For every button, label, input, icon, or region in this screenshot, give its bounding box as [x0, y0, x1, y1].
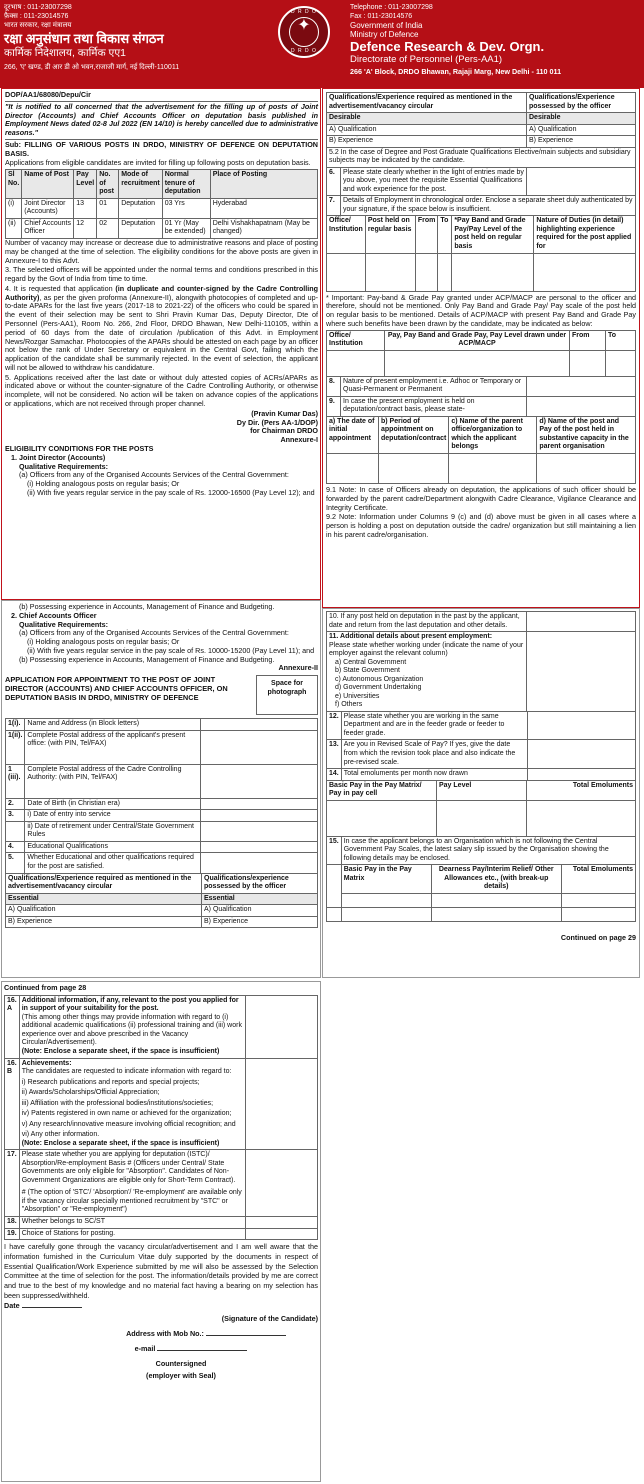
note-9-1: 9.1 Note: In case of Officers already on deputation, the applications of such officer should be forwarded by the parent cadre/Department alongwith Cadre Clearance, Vigilance Clearance and Integrity Certificate.: [326, 484, 636, 512]
date-label: Date: [4, 1301, 20, 1311]
address-label: Address with Mob No.:: [126, 1328, 204, 1338]
posts-header: Name of Post: [22, 170, 74, 199]
table-row: 10. If any post held on deputation in the past by the applicant, date and return from the last deputation and other details.: [327, 612, 636, 632]
declaration-text: I have carefully gone through the vacancy circular/advertisement and I am well aware that the information furnished in the Curriculum Vitae duly supported by the documents in respect of Essential Qualification/Work Experience submitted by me will also be assessed by the Selection Committee at the time of selection for the post. The information/details provided by me are correct and true to the best of my knowledge and no material fact having a bearing on my selection has been suppressed/withheld.: [4, 1242, 318, 1300]
form-answer-cell[interactable]: [201, 764, 318, 798]
cancellation-notice: "It is notified to all concerned that the advertisement for the filling up of posts of Joint Director (Accounts) and Chief Accounts Officer on deputation basis published in Employment News dated 02-8 Jul 2022 (EN 14/10) is hereby cancelled due to administrative reasons.": [5, 101, 318, 138]
table-row: [327, 893, 636, 907]
form-items-6-7: [326, 167, 636, 217]
posts-header: Place of Posting: [210, 170, 317, 199]
form-answer-cell[interactable]: [527, 167, 636, 196]
table-row: 5. Whether Educational and other qualifications required for the post are satisfied.: [6, 853, 318, 873]
form-answer-cell[interactable]: [245, 1058, 317, 1150]
form-items-8-9: [326, 376, 636, 417]
table-row: A) Qualification A) Qualification: [6, 905, 318, 917]
en-phone: Telephone : 011-23007298: [350, 4, 433, 11]
form-answer-cell[interactable]: [201, 798, 318, 810]
subject-line: Sub: FILLING OF VARIOUS POSTS IN DRDO, MINISTRY OF DEFENCE ON DEPUTATION BASIS.: [5, 139, 318, 158]
form-answer-cell[interactable]: [527, 376, 636, 396]
table-row: [327, 907, 636, 921]
table-row: 17. Please state whether you are applying for deputation (ISTC)/ Absorption/Re-employment Basis # (Officers under Central/ State Governments are only eligible for "Absorption". Candidates of Non-Government Organizations are eligible only for Short-Term Contract). # (The option of 'STC'/ 'Absorption'/ 'Re-employment' are available only if the vacancy circular specially mentioned recruitment by "STC" or "Absorption" or "Re-employment"): [5, 1150, 318, 1217]
continued-on-label: Continued on page 29: [560, 932, 636, 942]
en-dir: Directorate of Personnel (Pers-AA1): [350, 54, 503, 65]
table-row: (ii) Chief Accounts Officer 12 02 Deputation 01 Yr (May be extended) Delhi Vishakhapatnam (May be changed): [6, 218, 318, 238]
posts-header: Sl No.: [6, 170, 22, 199]
form-answer-cell[interactable]: [527, 740, 635, 769]
form-answer-cell[interactable]: [201, 853, 318, 873]
form-answer-cell[interactable]: [527, 612, 636, 632]
email-field[interactable]: [157, 1345, 247, 1351]
form-answer-cell[interactable]: [527, 632, 636, 712]
posts-header: Mode of recruitment: [119, 170, 163, 199]
letterhead-hindi: [4, 3, 254, 72]
table-row: 16. B Achievements: The candidates are requested to indicate information with regard to: i) Research publications and reports and special projects; ii) Awards/Scholarships/Official Appreciation; iii) Affiliation with the professional bodies/institutions/societies; iv) Patents registered in own name or achieved for the organization; v) Any research/innovative measure involving official recognition; and vi) Any other information. (Note: Enclose a separate sheet, if the space is insufficient): [5, 1058, 318, 1150]
continued-from-label: Continued from page 28: [4, 983, 87, 992]
table-row: 9. In case the present employment is held on deputation/contract basis, please state-: [327, 396, 636, 416]
desirable-qualification-table: Qualifications/Experience required as mentioned in the advertisement/vacancy circular Qualifications/Experience possessed by the officer Desirable Desirable A) Qualification A) Qualification B) Experience B) Experience 5.2 In the case of Degree and Post Graduate Qualifications Elective/main subjects and subsidiary subjects may be indicated by the candidate.: [326, 92, 636, 168]
table-row: 1(ii). Complete Postal address of the applicant's present office: (with PIN, Tel/FAX): [6, 730, 318, 764]
letterhead: [0, 0, 644, 88]
important-note: * Important: Pay-band & Grade Pay granted under ACP/MACP are personal to the officer and therefore, should not be mentioned. Only Pay Band and Grade Pay/ Pay scale of the post held on regular basis to be mentioned. Details of ACP/MACP with present Pay Band and Grade Pay where such benefits have been drawn by the candidate, may be indicated as below:: [326, 292, 636, 328]
para-4: 4. It is requested that application (in duplicate and counter-signed by the Cadre Controlling Authority), as per the given proforma (Annexure-II), alongwith photocopies of completed and up-to-date APARs for the last five years (2017-18 to 2021-22) of the officers who could be spared in the event of their selection may be sent to Shri Pravin Kumar Das, Deputy Director, Dte of Personnel (Pers-AA1), Room No. 266, 2nd Floor, DRDO Bhawan, New Delhi-110105, within a period of 60 days from the date of circulation /publication of this Advt. in Employment News/Rozgar Samachar. Photocopies of the APARs should be attested on each page by an officer not below the rank of Under Secretary or equivalent in the Central Govt, failing which the application of the candidate shall be summarily rejected. In the event of selection, the applicant will not be allowed to withdraw his candidature.: [5, 283, 319, 372]
bottom-column: [4, 984, 318, 1381]
form-answer-cell[interactable]: [201, 719, 318, 731]
form-answer-cell[interactable]: [201, 841, 318, 853]
form-answer-cell[interactable]: [245, 995, 317, 1058]
table-row: ii) Date of retirement under Central/State Government Rules: [6, 821, 318, 841]
form-answer-cell[interactable]: [527, 711, 635, 740]
photograph-box: Space for photograph: [256, 675, 318, 715]
hindi-org: रक्षा अनुसंधान तथा विकास संगठन: [4, 31, 164, 46]
table-row: 13. Are you in Revised Scale of Pay? If yes, give the date from which the revision took place and also indicate the pre-revised scale.: [327, 740, 636, 769]
acp-table: Office/ Institution Pay, Pay Band and Grade Pay, Pay Level drawn under ACP/MACP From To: [326, 330, 636, 377]
table-row: [327, 253, 636, 291]
table-row: 11. Additional details about present employment: Please state whether working under (indicate the name of your employer against the relevant column) a) Central Government b) State Government c) Autonomous Organization d) Government Undertaking e) Universities f) Others: [327, 632, 636, 712]
table-row: 18. Whether belongs to SC/ST: [5, 1217, 318, 1229]
en-ministry: Ministry of Defence: [350, 30, 419, 39]
table-row: [327, 350, 636, 376]
eligibility-1: 1. Joint Director (Accounts): [11, 452, 106, 462]
table-row: 5.2 In the case of Degree and Post Graduate Qualifications Elective/main subjects and subsidiary subjects may be indicated by the candidate.: [327, 147, 636, 167]
form-answer-cell[interactable]: [201, 810, 318, 822]
application-form-table: [5, 718, 318, 873]
table-row: B) Experience B) Experience: [6, 916, 318, 928]
posts-table: [5, 169, 318, 239]
letterhead-english: [350, 3, 644, 76]
application-title: APPLICATION FOR APPOINTMENT TO THE POST OF JOINT DIRECTOR (ACCOUNTS) AND CHIEF ACCOUNTS OFFICER, ON DEPUTATION BASIS IN DRDO, MINISTRY OF DEFENCE: [5, 675, 228, 703]
table-row: 12. Please state whether you are working in the same Department and are in the feeder grade or feeder to feeder grade.: [327, 711, 636, 740]
drdo-emblem-icon: D R D O ✦ D R D O: [278, 6, 330, 58]
eligibility-title: ELIGIBILITY CONDITIONS FOR THE POSTS: [5, 443, 154, 453]
en-fax: Fax : 011-23014576: [350, 13, 413, 20]
signatory-designation: Dy Dir. (Pers AA-1/DOP): [236, 417, 318, 427]
hindi-address: 266, 'ए' खण्ड, डी आर डी ओ भवन,राजाजी मार्ग, नई दिल्ली-110011: [4, 64, 180, 71]
form-items-12-14: [326, 711, 636, 781]
employment-details-table: Office/ Institution Post held on regular basis From To *Pay Band and Grade Pay/Pay Level of the post held on regular basis Nature of Duties (in detail) highlighting experience required for the post applied for: [326, 215, 636, 291]
reference-number: DOP/AA1/68080/Depu/Cir: [5, 90, 91, 99]
table-row: 8. Nature of present employment i.e. Adhoc or Temporary or Quasi-Permanent or Permanent: [327, 376, 636, 396]
table-row: 15. In case the applicant belongs to an Organisation which is not following the Central Government Pay Scales, the latest salary slip issued by the Organisation showing the following details may be enclosed.: [327, 836, 636, 865]
form-answer-cell[interactable]: [245, 1217, 317, 1229]
table-row: 1(i). Name and Address (in Block letters): [6, 719, 318, 731]
vacancy-note: Number of vacancy may increase or decrease due to administrative reasons and place of posting may be changed at the time of selection. The eligibility conditions for the above posts are given in Annexure-I to this Advt.: [5, 237, 318, 265]
right-lower-column: [326, 611, 636, 943]
table-row: 2. Date of Birth (in Christian era): [6, 798, 318, 810]
intro-text: Applications from eligible candidates are invited for filling up following posts on deputation basis.: [5, 158, 311, 168]
table-row: 7. Details of Employment in chronological order. Enclose a separate sheet duly authenticated by your signature, if the space below is insufficient.: [327, 196, 636, 216]
eligibility-2: 2. Chief Accounts Officer: [11, 610, 97, 620]
hindi-dir: कार्मिक निदेशालय, कार्मिक एए1: [4, 47, 127, 59]
annexure-2-label: Annexure-II: [278, 663, 318, 673]
en-gov: Government of India: [350, 21, 423, 30]
essential-qualification-table: Qualifications/Experience required as mentioned in the advertisement/vacancy circular Qualifications/experience possessed by the officer Essential Essential A) Qualification A) Qualification B) Experience B) Experience: [5, 873, 318, 929]
signatory-for: for Chairman DRDO: [250, 426, 318, 436]
note-9-2: 9.2 Note: Information under Columns 9 (c) and (d) above must be given in all cases where a person is holding a post on deputation outside the cadre/ organization but still maintaining a lien in his parent cadre/organisation.: [326, 512, 636, 539]
eligibility-2-qr: Qualitative Requirements:: [19, 619, 109, 629]
table-row: 6. Please state clearly whether in the light of entries made by you above, you meet the requisite Essential Qualifications and work experience for the post.: [327, 167, 636, 196]
signatory-name: (Pravin Kumar Das): [251, 408, 318, 418]
table-row: (i) Joint Director (Accounts) 13 01 Deputation 03 Yrs Hyderabad: [6, 198, 318, 218]
form-items-10-11: [326, 611, 636, 712]
hindi-fax: फ़ैक्स : 011-23014576: [4, 13, 69, 20]
posts-header: Normal tenure of deputation: [162, 170, 210, 199]
para-3: 3. The selected officers will be appointed under the normal terms and conditions prescribed in this regard by the Govt of India from time to time.: [5, 265, 318, 284]
deputation-table: a) The date of initial appointment b) Period of appointment on deputation/contract c) Name of the parent office/organization to which the applicant belongs d) Name of the post and Pay of the post held in substantive capacity in the parent organisation: [326, 416, 636, 484]
eligibility-1-qr: Qualitative Requirements:: [19, 461, 109, 471]
form-answer-cell[interactable]: [527, 396, 636, 416]
table-row: A) Qualification A) Qualification: [327, 124, 636, 136]
table-row: 16. A Additional information, if any, relevant to the post you applied for in support of your suitability for the post. (This among other things may provide information with regard to (i) additional academic qualifications (ii) professional training and (iii) work experience over and above prescribed in the Vacancy Circular/Advertisement). (Note: Enclose a separate sheet, if the space is insufficient): [5, 995, 318, 1058]
form-item-15: 15. In case the applicant belongs to an Organisation which is not following the Central Government Pay Scales, the latest salary slip issued by the Organisation showing the following details may be enclosed. Basic Pay in the Pay Matrix Dearness Pay/Interim Relief/ Other Allowances etc., (with break-up details) Total Emoluments: [326, 836, 636, 922]
form-answer-cell[interactable]: [245, 1150, 317, 1217]
en-org: Defence Research & Dev. Orgn.: [350, 39, 545, 54]
form-answer-cell[interactable]: [245, 1228, 317, 1240]
table-row: B) Experience B) Experience: [327, 136, 636, 148]
countersigned-label: Countersigned: [155, 1358, 207, 1368]
date-field[interactable]: [22, 1302, 82, 1308]
posts-header: No. of post: [97, 170, 119, 199]
form-answer-cell[interactable]: [527, 769, 635, 781]
table-row: 4. Educational Qualifications: [6, 841, 318, 853]
table-row: 19. Choice of Stations for posting.: [5, 1228, 318, 1240]
email-label: e-mail: [134, 1343, 156, 1353]
form-answer-cell[interactable]: [201, 730, 318, 764]
address-field[interactable]: [206, 1330, 286, 1336]
left-lower-column: (b) Possessing experience in Accounts, Management of Finance and Budgeting. 2. Chief Accounts Officer Qualitative Requirements: (a) Officers from any of the Organised Accounts Services of the Central Government: (i) Holding analogous posts on regular basis; Or (ii) With five years regular service in the pay scale of Rs. 10000-15200 (Pay Level 11); and (b) Possessing experience in Accounts, Management of Finance and Budgeting. Annexure-II Space for photograph APPLICATION FOR APPOINTMENT TO THE POST OF JOINT DIRECTOR (ACCOUNTS) AND CHIEF ACCOUNTS OFFICER, ON DEPUTATION BASIS IN DRDO, MINISTRY OF DEFENCE 1(i). Name and Address (in Block letters) 1(ii). Complete Postal address of the applicant's present office: (with PIN, Tel/FAX) 1 (iii). Complete Postal address of the Cadre Controlling Authority: (with PIN, Tel/FAX) 2. Date of Birth (in Christian era) 3. i) Date of entry into service ii) Date of retirement under Central/State Government Rules 4. Educational Qualifications 5. Whether Educational and other qualifications required for the post are satisfied. Qualifications/Experience required as mentioned in the advertisement/vacancy circular Qualifications/experience possessed by the officer Essential Essential A) Qualification A) Qualification B) Experience B) Experience: [5, 603, 318, 928]
en-address: 266 'A' Block, DRDO Bhawan, Rajaji Marg, New Delhi - 110 011: [350, 67, 562, 76]
table-row: 14. Total emoluments per month now drawn: [327, 769, 636, 781]
hindi-phone: दूरभाष : 011-23007298: [4, 4, 72, 11]
employer-seal-label: (employer with Seal): [146, 1371, 216, 1381]
para-5: 5. Applications received after the last date or without duly attested copies of ACRs/APARs as indicated above or without the counter-signature of the Cadre Controlling Authority, or otherwise incomplete, will not be considered. No action will be taken on advance copies of the applications or applications, which are not received through proper channel.: [5, 372, 318, 409]
candidate-signature-label: (Signature of the Candidate): [221, 1314, 318, 1324]
table-row: 3. i) Date of entry into service: [6, 810, 318, 822]
posts-header: Pay Level: [74, 170, 97, 199]
annexure-1-label: Annexure-I: [280, 435, 318, 445]
left-column: DOP/AA1/68080/Depu/Cir "It is notified to all concerned that the advertisement for the filling up of posts of Joint Director (Accounts) and Chief Accounts Officer on deputation basis published in Employment News dated 02-8 Jul 2022 (EN 14/10) is hereby cancelled due to administrative reasons." Sub: FILLING OF VARIOUS POSTS IN DRDO, MINISTRY OF DEFENCE ON DEPUTATION BASIS. Applications from eligible candidates are invited for filling up following posts on deputation basis. Sl No. Name of Post Pay Level No. of post Mode of recruitment Normal tenure of deputation Place of Posting (i) Joint Director (Accounts) 13 01 Deputation 03 Yrs Hyderabad (ii) Chief Accounts Officer 12 02 Deputation 01 Yr (May be extended) Delhi Vishakhapatnam (May be changed) Number of vacancy may increase or decrease due to administrative reasons and place of posting may be changed at the time of selection. The eligibility conditions for the above posts are given in Annexure-I to this Advt. 3. The selected officers will be appointed under the normal terms and conditions prescribed in this regard by the Govt of India from time to time. 4. It is requested that application (in duplicate and counter-signed by the Cadre Controlling Authority), as per the given proforma (Annexure-II), alongwith photocopies of completed and up-to-date APARs for the last five years (2017-18 to 2021-22) of the officers who could be spared in the event of their selection may be sent to Shri Pravin Kumar Das, Deputy Director, Dte of Personnel (Pers-AA1), Room No. 266, 2nd Floor, DRDO Bhawan, New Delhi-110105, within a period of 60 days from the date of circulation /publication of this Advt. in Employment News/Rozgar Samachar. Photocopies of the APARs should be attested on each page by an officer not below the rank of Under Secretary or equivalent in the Central Govt, failing which the application of the candidate shall be summarily rejected. In the event of selection, the applicant will not be allowed to withdraw his candidature. 5. Applications received after the last date or without duly attested copies of ACRs/APARs as indicated above or without the counter-signature of the Cadre Controlling Authority, or otherwise incomplete, will not be considered. No action will be taken on advance copies of the applications or applications, which are not received through proper channel. (Pravin Kumar Das) Dy Dir. (Pers AA-1/DOP) for Chairman DRDO Annexure-I ELIGIBILITY CONDITIONS FOR THE POSTS 1. Joint Director (Accounts) Qualitative Requirements: (a) Officers from any of the Organised Accounts Services of the Central Government: (i) Holding analogous posts on regular basis; Or (ii) With five years regular service in the pay scale of Rs. 12000-16500 (Pay Level 12); and: [5, 90, 319, 497]
form-items-16-19: [4, 995, 318, 1240]
emoluments-table: Basic Pay in the Pay Matrix/ Pay in pay cell Pay Level Total Emoluments: [326, 780, 636, 837]
form-answer-cell[interactable]: [201, 821, 318, 841]
hindi-gov: भारत सरकार, रक्षा मंत्रालय: [4, 22, 72, 29]
right-column: [326, 92, 636, 541]
table-row: [327, 453, 636, 483]
table-row: 1 (iii). Complete Postal address of the Cadre Controlling Authority: (with PIN, Tel/FAX): [6, 764, 318, 798]
table-row: [327, 800, 636, 836]
